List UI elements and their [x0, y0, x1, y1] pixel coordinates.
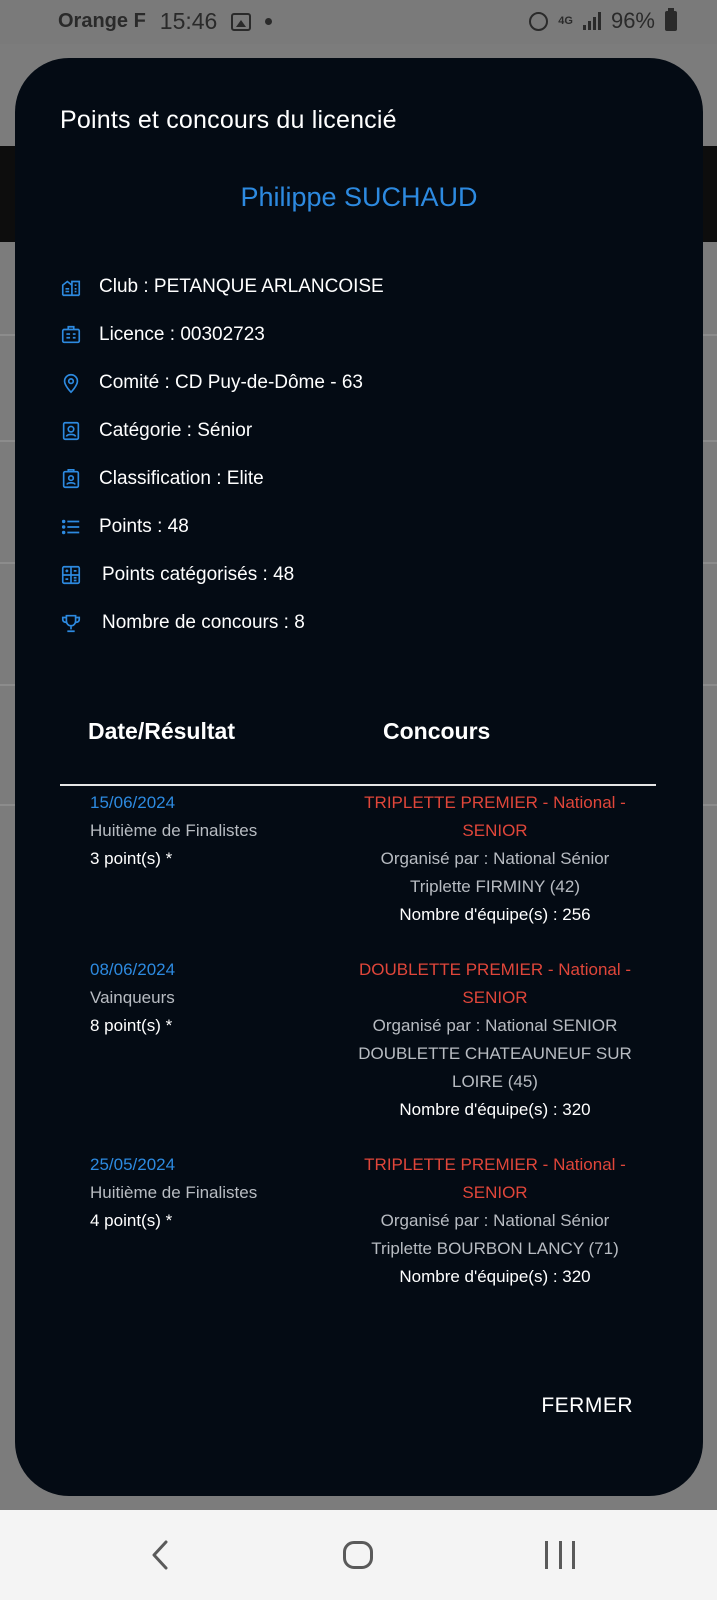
- result-rank: Huitième de Finalistes: [90, 821, 258, 840]
- id-card-icon: [60, 324, 82, 346]
- info-points: [60, 512, 189, 542]
- info-club: [60, 272, 384, 302]
- info-nombre-concours: [60, 608, 305, 638]
- info-licence: [60, 320, 265, 350]
- info-classification: [60, 464, 264, 494]
- info-categorie-text: Catégorie : Sénior: [99, 420, 253, 441]
- trophy-icon: [60, 612, 82, 634]
- concours-title-line: TRIPLETTE PREMIER - National -: [364, 793, 626, 812]
- concours-details: [345, 789, 645, 929]
- image-notification-icon: [231, 13, 251, 31]
- info-categorie: [60, 416, 253, 446]
- concours-team-count: Nombre d'équipe(s) : 320: [399, 1100, 591, 1119]
- signal-icon: [583, 12, 601, 30]
- concours-title-line: DOUBLETTE PREMIER - National -: [358, 960, 632, 979]
- navigation-bar: [0, 1510, 717, 1600]
- concours-team-count: Nombre d'équipe(s) : 256: [399, 905, 591, 924]
- close-button[interactable]: FERMER: [541, 1394, 633, 1417]
- recent-apps-icon[interactable]: [545, 1541, 575, 1569]
- concours-title-line: TRIPLETTE PREMIER - National -: [364, 1155, 626, 1174]
- player-name: Philippe SUCHAUD: [240, 182, 478, 212]
- table-row: [90, 1151, 257, 1235]
- info-licence-text: Licence : 00302723: [99, 324, 265, 345]
- concours-organiser-line: Organisé par : National Sénior: [380, 849, 610, 868]
- info-points-categorises-text: Points catégorisés : 48: [102, 564, 295, 585]
- network-type: 4G: [558, 15, 573, 27]
- battery-percent: 96%: [610, 8, 655, 33]
- battery-icon: [665, 11, 677, 31]
- home-icon[interactable]: [343, 1541, 373, 1569]
- concours-details: [345, 956, 645, 1124]
- dialog-title: Points et concours du licencié: [60, 106, 397, 134]
- result-date: 25/05/2024: [90, 1155, 176, 1174]
- more-notifications-icon: [265, 18, 272, 25]
- column-header-date-result: Date/Résultat: [88, 718, 235, 744]
- info-points-text: Points : 48: [99, 516, 189, 537]
- result-points: 3 point(s) *: [90, 849, 173, 868]
- location-pin-icon: [60, 372, 82, 394]
- user-badge-icon: [60, 420, 82, 442]
- calculator-icon: [60, 564, 82, 586]
- concours-organiser-line: Triplette FIRMINY (42): [409, 877, 581, 896]
- concours-organiser-line: DOUBLETTE CHATEAUNEUF SUR: [358, 1044, 632, 1063]
- result-date: 08/06/2024: [90, 960, 176, 979]
- alarm-icon: [529, 12, 548, 31]
- info-nombre-concours-text: Nombre de concours : 8: [102, 612, 305, 633]
- info-points-categorises: [60, 560, 295, 590]
- back-icon[interactable]: [148, 1538, 172, 1572]
- concours-details: [345, 1151, 645, 1291]
- concours-team-count: Nombre d'équipe(s) : 320: [399, 1267, 591, 1286]
- building-icon: [60, 276, 82, 298]
- concours-organiser-line: LOIRE (45): [452, 1072, 538, 1091]
- info-club-text: Club : PETANQUE ARLANCOISE: [99, 276, 384, 297]
- table-row: [90, 956, 175, 1040]
- table-row: [90, 789, 257, 873]
- concours-organiser-line: Organisé par : National Sénior: [380, 1211, 610, 1230]
- licensee-points-dialog: [15, 58, 703, 1496]
- table-divider: [60, 784, 656, 786]
- info-comite: [60, 368, 363, 398]
- info-classification-text: Classification : Elite: [99, 468, 264, 489]
- user-id-icon: [60, 468, 82, 490]
- info-comite-text: Comité : CD Puy-de-Dôme - 63: [99, 372, 363, 393]
- concours-title-line: SENIOR: [462, 988, 528, 1007]
- status-bar: [0, 0, 717, 44]
- result-date: 15/06/2024: [90, 793, 176, 812]
- carrier-label: Orange F: [58, 10, 146, 32]
- concours-title-line: SENIOR: [462, 821, 528, 840]
- concours-title-line: SENIOR: [462, 1183, 528, 1202]
- result-rank: Vainqueurs: [90, 988, 175, 1007]
- concours-organiser-line: Organisé par : National SENIOR: [372, 1016, 618, 1035]
- column-header-concours: Concours: [383, 718, 491, 744]
- result-points: 4 point(s) *: [90, 1211, 173, 1230]
- result-points: 8 point(s) *: [90, 1016, 173, 1035]
- concours-organiser-line: Triplette BOURBON LANCY (71): [371, 1239, 619, 1258]
- clock: 15:46: [159, 8, 218, 34]
- list-icon: [60, 516, 82, 538]
- result-rank: Huitième de Finalistes: [90, 1183, 258, 1202]
